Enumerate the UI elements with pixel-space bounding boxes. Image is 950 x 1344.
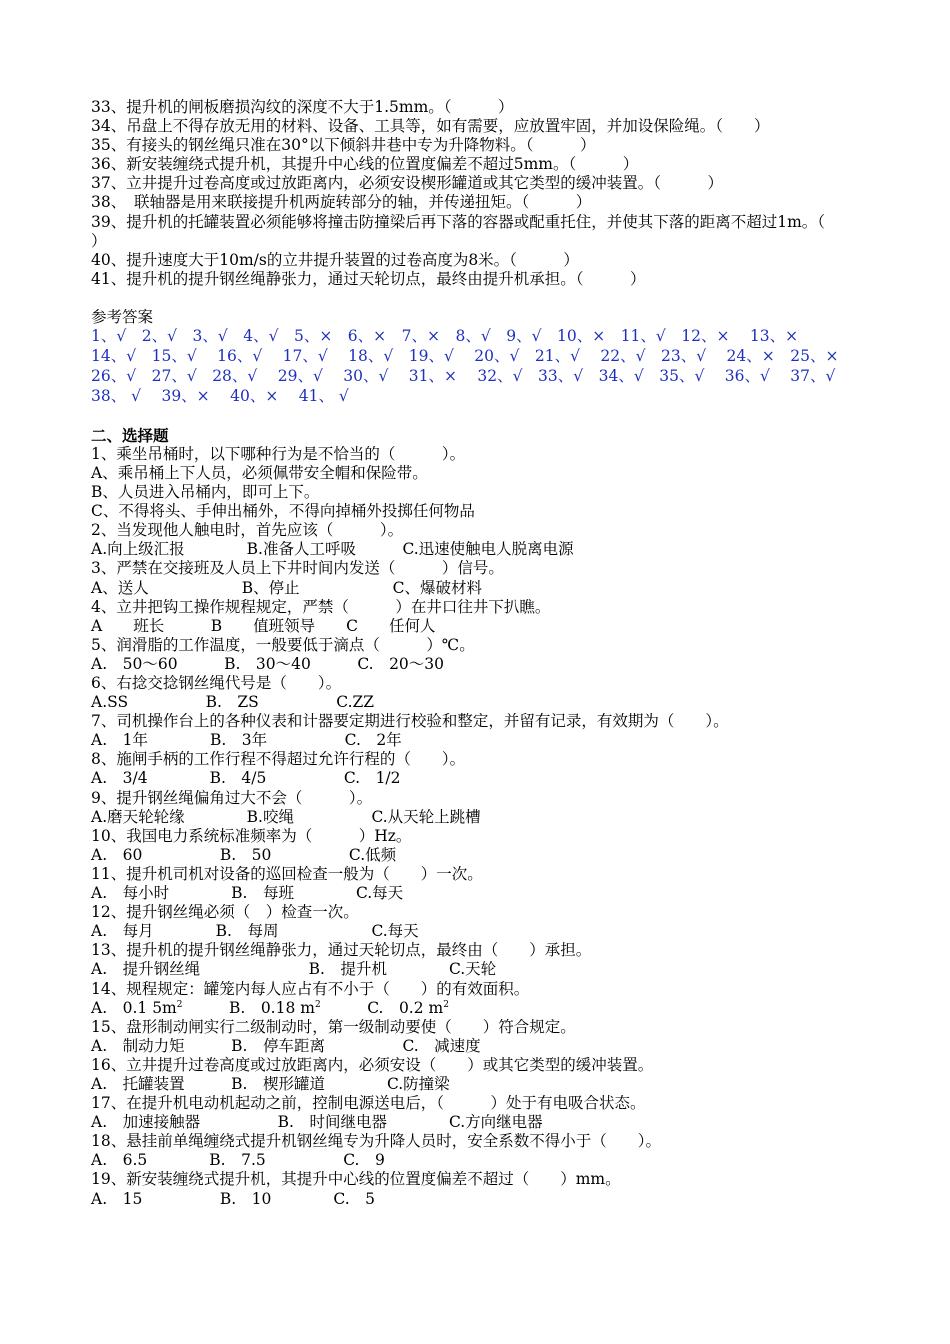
superscript: 2: [443, 999, 449, 1010]
choice-options: C、不得将头、手伸出桶外，不得向掉桶外投掷任何物品: [91, 502, 475, 521]
choice-question: 7、司机操作台上的各种仪表和计器要定期进行校验和整定，并留有记录，有效期为（ ）。: [91, 712, 729, 731]
question-39: 39、提升机的托罐装置必须能够将撞击防撞梁后再下落的容器或配重托住，并使其下落的距离不超过1m。（ ）: [91, 212, 872, 250]
question-35: 35、有接头的钢丝绳只准在30°以下倾斜井巷中专为升降物料。（ ）: [91, 136, 596, 155]
superscript: 2: [176, 999, 183, 1010]
choice-question: 1、乘坐吊桶时，以下哪种行为是不恰当的（ ）。: [91, 444, 466, 463]
choice-options: A. 1年 B. 3年 C. 2年: [91, 731, 402, 750]
choice-options: A 班长 B 值班领导 C 任何人: [91, 616, 436, 635]
choice-question: 5、润滑脂的工作温度，一般要低于滴点（ ）℃。: [91, 635, 475, 654]
choice-question: 16、立井提升过卷高度或过放距离内，必须安设（ ）或其它类型的缓冲装置。: [91, 1055, 654, 1074]
choice-options: A.磨天轮轮缘 B.咬绳 C.从天轮上跳槽: [91, 807, 481, 826]
choice-options: A. 6.5 B. 7.5 C. 9: [91, 1151, 385, 1170]
choice-question: 2、当发现他人触电时，首先应该（ ）。: [91, 521, 404, 540]
answer-key: [91, 308, 871, 407]
choice-question: 11、提升机司机对设备的巡回检查一般为（ ）一次。: [91, 864, 483, 883]
judgment-questions: [91, 98, 871, 289]
answer-line: 38、 √ 39、× 40、× 41、 √: [91, 386, 349, 405]
option-text: A. 0.1 5m: [91, 998, 177, 1017]
choice-options: [91, 999, 871, 1018]
choice-question: 6、右捻交捻钢丝绳代号是（ ）。: [91, 674, 342, 692]
choice-options: A. 制动力矩 B. 停车距离 C. 减速度: [91, 1036, 481, 1055]
choice-question: 12、提升钢丝绳必须（ ）检查一次。: [91, 903, 359, 922]
choice-options: A、送人 B、停止 C、爆破材料: [91, 578, 482, 597]
choice-options: A. 提升钢丝绳 B. 提升机 C.天轮: [91, 960, 497, 979]
spacer: [91, 407, 871, 426]
superscript: 2: [314, 999, 321, 1010]
spacer: [91, 289, 871, 308]
choice-options: A. 每月 B. 每周 C.每天: [91, 922, 419, 941]
choice-options: A.SS B. ZS C.ZZ: [91, 693, 375, 712]
question-40: 40、提升速度大于10m/s的立井提升装置的过卷高度为8米。（ ）: [91, 250, 579, 269]
choice-question: 3、严禁在交接班及人员上下井时间内发送（ ）信号。: [91, 559, 504, 578]
choice-options: A. 60 B. 50 C.低频: [91, 845, 397, 864]
choice-options: A.向上级汇报 B.准备人工呼吸 C.迅速使触电人脱离电源: [91, 540, 574, 559]
answer-line: 26、√ 27、√ 28、√ 29、√ 30、√ 31、× 32、√ 33、√ 34、√ 35、√ 36、√ 37、√: [91, 366, 836, 385]
choice-question: 4、立井把钩工操作规程规定，严禁（ ）在井口往井下扒瞧。: [91, 597, 551, 616]
choice-question: 14、规程规定：罐笼内每人应占有不小于（ ）的有效面积。: [91, 979, 530, 998]
choice-question: 15、盘形制动闸实行二级制动时，第一级制动要使（ ）符合规定。: [91, 1017, 576, 1036]
choice-question: 18、悬挂前单绳缠绕式提升机钢丝绳专为升降人员时，安全系数不得小于（ ）。: [91, 1132, 661, 1151]
choice-options: A. 每小时 B. 每班 C.每天: [91, 884, 404, 903]
choice-options: A. 加速接触器 B. 时间继电器 C.方向继电器: [91, 1113, 543, 1132]
choice-options: A. 托罐装置 B. 楔形罐道 C.防撞梁: [91, 1074, 450, 1093]
answer-line: 1、√ 2、√ 3、√ 4、√ 5、× 6、× 7、× 8、√ 9、√ 10、× 11、√ 12、× 13、×: [91, 327, 799, 346]
answer-key-title: 参考答案: [91, 308, 154, 327]
choice-options: A. 3/4 B. 4/5 C. 1/2: [91, 769, 401, 788]
option-text: B. 0.18 m: [182, 998, 315, 1017]
answer-line: 14、√ 15、√ 16、√ 17、√ 18、√ 19、√ 20、√ 21、√ 22、√ 23、√ 24、× 25、×: [91, 347, 839, 366]
choice-question: 17、在提升机电动机起动之前，控制电源送电后，（ ）处于有电吸合状态。: [91, 1094, 646, 1113]
choice-question: 13、提升机的提升钢丝绳静张力，通过天轮切点，最终由（ ）承担。: [91, 941, 592, 960]
question-37: 37、立井提升过卷高度或过放距离内，必须安设楔形罐道或其它类型的缓冲装置。（ ）: [91, 174, 723, 193]
question-36: 36、新安装缠绕式提升机，其提升中心线的位置度偏差不超过5mm。（ ）: [91, 155, 639, 174]
choice-question: 10、我国电力系统标准频率为（ ）Hz。: [91, 826, 412, 845]
choice-options: A、乘吊桶上下人员，必须佩带安全帽和保险带。: [91, 463, 428, 482]
choice-options: A. 15 B. 10 C. 5: [91, 1189, 375, 1208]
choice-question: 19、新安装缠绕式提升机，其提升中心线的位置度偏差不超过（ ）mm。: [91, 1170, 621, 1189]
question-38: 38、 联轴器是用来联接提升机两旋转部分的轴，并传递扭矩。（ ）: [91, 193, 592, 212]
question-34: 34、吊盘上不得存放无用的材料、设备、工具等，如有需要，应放置牢固，并加设保险绳。（ ）: [91, 117, 770, 136]
choice-question: 8、施闸手柄的工作行程不得超过允许行程的（ ）。: [91, 750, 466, 769]
choice-question: 9、提升钢丝绳偏角过大不会（ ）。: [91, 788, 373, 807]
choice-options: B、人员进入吊桶内，即可上下。: [91, 483, 320, 502]
choice-questions: [91, 445, 871, 1209]
question-41: 41、提升机的提升钢丝绳静张力，通过天轮切点，最终由提升机承担。（ ）: [91, 269, 646, 288]
option-text: C. 0.2 m: [320, 998, 444, 1017]
choice-options: A. 50～60 B. 30～40 C. 20～30: [91, 654, 445, 673]
question-33: 33、提升机的闸板磨损沟纹的深度不大于1.5mm。（ ）: [91, 98, 514, 116]
section-title: 二、选择题: [91, 425, 169, 445]
document-page: [91, 98, 871, 1209]
